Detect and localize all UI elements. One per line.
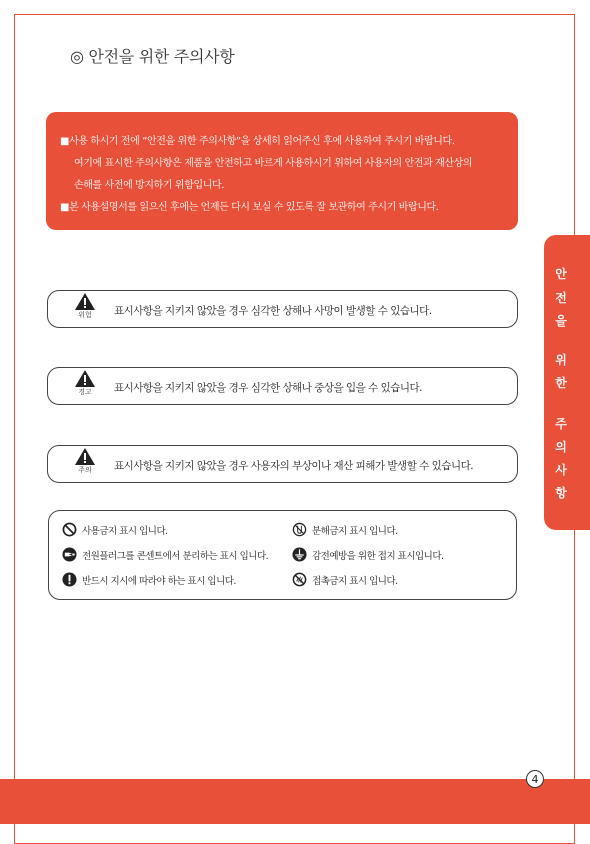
warning-danger [47,290,518,328]
side-tab-char: 주 [555,417,567,431]
legend-item-mandatory [62,572,236,587]
no-touch-icon [292,572,307,587]
warning-triangle-icon [75,293,95,310]
warning-triangle-icon [75,448,95,465]
legend-item-unplug [62,547,268,562]
legend-text: 전원플러그를 콘센트에서 분리하는 표시 입니다. [82,550,269,562]
page-title: ◎ 안전을 위한 주의사항 [70,47,235,66]
ground-icon [292,547,307,562]
legend-text: 사용금지 표시 입니다. [82,525,168,537]
legend-text: 반드시 지시에 따라야 하는 표시 입니다. [82,575,236,587]
side-tab-char: 안 [555,267,567,281]
warning-message: 표시사항을 지키지 않았을 경우 사용자의 부상이나 재산 피해가 발생할 수 있습니다. [114,460,474,472]
legend-item-prohibited [62,522,168,537]
warning-label: 위험 [78,311,92,319]
side-tab-char: 위 [555,353,567,367]
side-tab-char: 한 [555,376,567,390]
side-tab-char: 사 [555,463,567,477]
side-tab-char: 의 [555,440,567,454]
warning-attention [47,445,518,483]
footer-bar [0,779,590,824]
warning-triangle-icon [75,370,95,387]
legend-item-grounding [292,547,444,562]
unplug-icon [62,547,77,562]
notice-box [46,112,518,230]
notice-line-2: 여기에 표시한 주의사항은 제품을 안전하고 바르게 사용하시기 위하여 사용자의 안전과 재산상의 [74,158,473,169]
warning-symbol [72,293,98,320]
warning-label: 경고 [78,388,92,396]
warning-symbol [72,370,98,397]
side-tab-char: 을 [555,314,567,328]
bullet: ■ [60,202,70,213]
page-number: 4 [526,770,544,788]
symbol-legend [48,510,517,600]
notice-line-3: 손해를 사전에 방지하기 위함입니다. [74,180,225,191]
legend-text: 접촉금지 표시 입니다. [312,575,398,587]
legend-item-no-disassembly [292,522,398,537]
notice-line-1: ■사용 하시기 전에 “안전을 위한 주의사항”을 상세히 읽어주신 후에 사용하여 주시기 바랍니다. [60,136,455,147]
warning-message: 표시사항을 지키지 않았을 경우 심각한 상해나 중상을 입을 수 있습니다. [114,382,423,394]
side-tab-char: 전 [555,291,567,305]
warning-label: 주의 [78,466,92,474]
section-side-tab [544,235,590,530]
no-disassembly-icon [292,522,307,537]
warning-symbol [72,448,98,475]
warning-caution-level [47,367,518,405]
legend-text: 감전예방을 위한 접지 표시입니다. [312,550,444,562]
prohibited-icon [62,522,77,537]
mandatory-icon [62,572,77,587]
notice-line-4: ■본 사용설명서를 읽으신 후에는 언제든 다시 보실 수 있도록 잘 보관하여 주시기 바랍니다. [60,202,439,213]
warning-message: 표시사항을 지키지 않았을 경우 심각한 상해나 사망이 발생할 수 있습니다. [114,305,432,317]
legend-text: 분해금지 표시 입니다. [312,525,398,537]
bullet: ■ [60,136,70,147]
legend-item-no-touch [292,572,398,587]
side-tab-char: 항 [555,486,567,500]
